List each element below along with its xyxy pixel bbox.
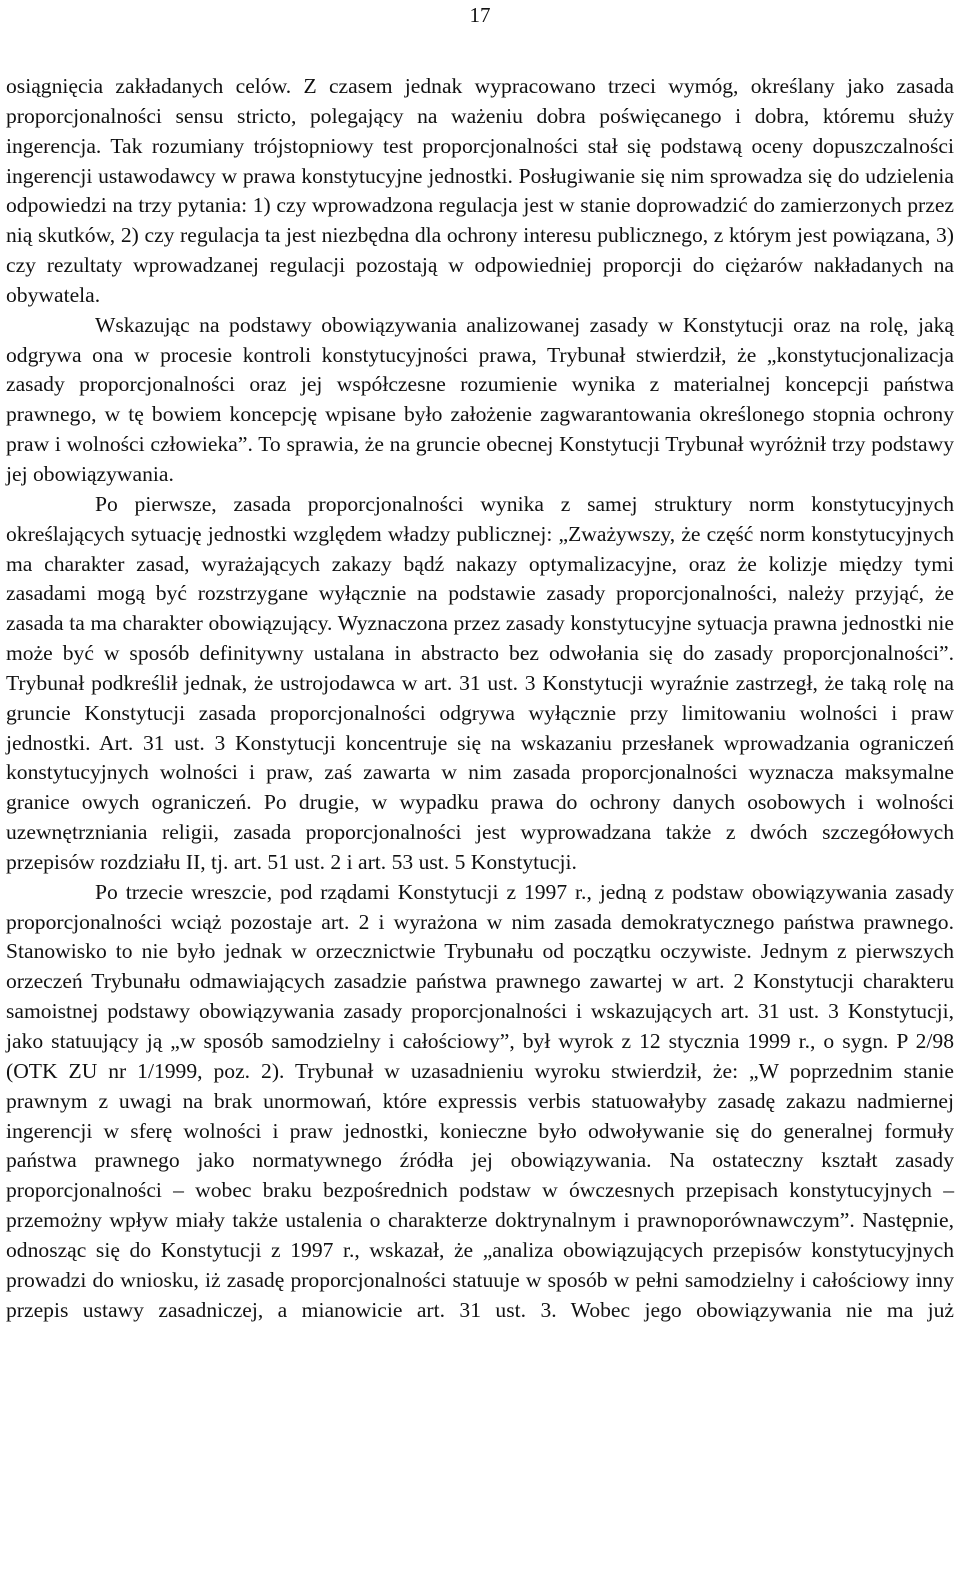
paragraph-constitutional-basis: Wskazując na podstawy obowiązywania analizowanej zasady w Konstytucji oraz na rolę, jaką odgrywa ona w procesie kontroli konstytucyjności prawa, Trybunał stwierdził, że „konstytucjonalizacja zasady proporcjonalności oraz jej współczesne rozumienie wynika z materialnej koncepcji państwa prawnego, w tę bowiem koncepcję wpisane było założenie zagwarantowania określonego stopnia ochrony praw i wolności człowieka”. To sprawia, że na gruncie obecnej Konstytucji Trybunał wyróżnił trzy podstawy jej obowiązywania. bbox=[6, 312, 954, 486]
body-text bbox=[6, 72, 954, 1325]
paragraph-first-basis: Po pierwsze, zasada proporcjonalności wynika z samej struktury norm konstytucyjnych określających sytuację jednostki względem władzy publicznej: „Zważywszy, że część norm konstytucyjnych ma charakter zasad, wyrażających zakazy bądź nakazy optymalizacyjne, oraz że kolizje między tymi zasadami mogą być rozstrzygane wyłącznie na podstawie zasady proporcjonalności, należy przyjąć, że zasada ta ma charakter obowiązujący. Wyznaczona przez zasady konstytucyjne sytuacja prawna jednostki nie może być w sposób definitywny ustalana in abstracto bez odwołania się do zasady proporcjonalności”. Trybunał podkreślił jednak, że ustrojodawca w art. 31 ust. 3 Konstytucji wyraźnie zastrzegł, że taką rolę na gruncie Konstytucji zasada proporcjonalności odgrywa wyłącznie przy limitowaniu wolności i praw jednostki. Art. 31 ust. 3 Konstytucji koncentruje się na wskazaniu przesłanek wprowadzania ograniczeń konstytucyjnych wolności i praw, zaś zawarta w nim zasada proporcjonalności wyznacza maksymalne granice owych ograniczeń. Po drugie, w wypadku prawa do ochrony danych osobowych i wolności uzewnętrzniania religii, zasada proporcjonalności jest wyprowadzana także z dwóch szczegółowych przepisów rozdziału II, tj. art. 51 ust. 2 i art. 53 ust. 5 Konstytucji. bbox=[6, 491, 954, 874]
page-number: 17 bbox=[469, 3, 491, 27]
paragraph-third-basis: Po trzecie wreszcie, pod rządami Konstytucji z 1997 r., jedną z podstaw obowiązywania zasady proporcjonalności wciąż pozostaje art. 2 i wyrażona w nim zasada demokratycznego państwa prawnego. Stanowisko to nie było jednak w orzecznictwie Trybunału od początku oczywiste. Jednym z pierwszych orzeczeń Trybunału odmawiających zasadzie państwa prawnego zawartej w art. 2 Konstytucji charakteru samoistnej podstawy obowiązywania zasady proporcjonalności i wskazujących art. 31 ust. 3 Konstytucji, jako statuujący ją „w sposób samodzielny i całościowy”, był wyrok z 12 stycznia 1999 r., o sygn. P 2/98 (OTK ZU nr 1/1999, poz. 2). Trybunał w uzasadnieniu wyroku stwierdził, że: „W poprzednim stanie prawnym z uwagi na brak unormowań, które expressis verbis statuowałyby zasadę zakazu nadmiernej ingerencji w sferę wolności i praw jednostki, konieczne było odwoływanie się do generalnej formuły państwa prawnego jako normatywnego źródła jej obowiązywania. Na ostateczny kształt zasady proporcjonalności – wobec braku bezpośrednich podstaw w ówczesnych przepisach konstytucyjnych – przemożny wpływ miały także ustalenia o charakterze doktrynalnym i prawnoporównawczym”. Następnie, odnosząc się do Konstytucji z 1997 r., wskazał, że „analiza obowiązujących przepisów konstytucyjnych prowadzi do wniosku, iż zasadę proporcjonalności statuuje w sposób w pełni samodzielny i całościowy inny przepis ustawy zasadniczej, a mianowicie art. 31 ust. 3. Wobec jego obowiązywania nie ma już bbox=[6, 879, 954, 1322]
paragraph-proportionality-test: osiągnięcia zakładanych celów. Z czasem jednak wypracowano trzeci wymóg, określany jako zasada proporcjonalności sensu stricto, polegający na ważeniu dobra poświęcanego i dobra, któremu służy ingerencja. Tak rozumiany trójstopniowy test proporcjonalności stał się podstawą oceny dopuszczalności ingerencji ustawodawcy w prawa konstytucyjne jednostki. Posługiwanie się nim sprowadza się do udzielenia odpowiedzi na trzy pytania: 1) czy wprowadzona regulacja jest w stanie doprowadzić do zamierzonych przez nią skutków, 2) czy regulacja ta jest niezbędna dla ochrony interesu publicznego, z którym jest powiązana, 3) czy rezultaty wprowadzanej regulacji pozostają w odpowiedniej proporcji do ciężarów nakładanych na obywatela. bbox=[6, 74, 954, 307]
